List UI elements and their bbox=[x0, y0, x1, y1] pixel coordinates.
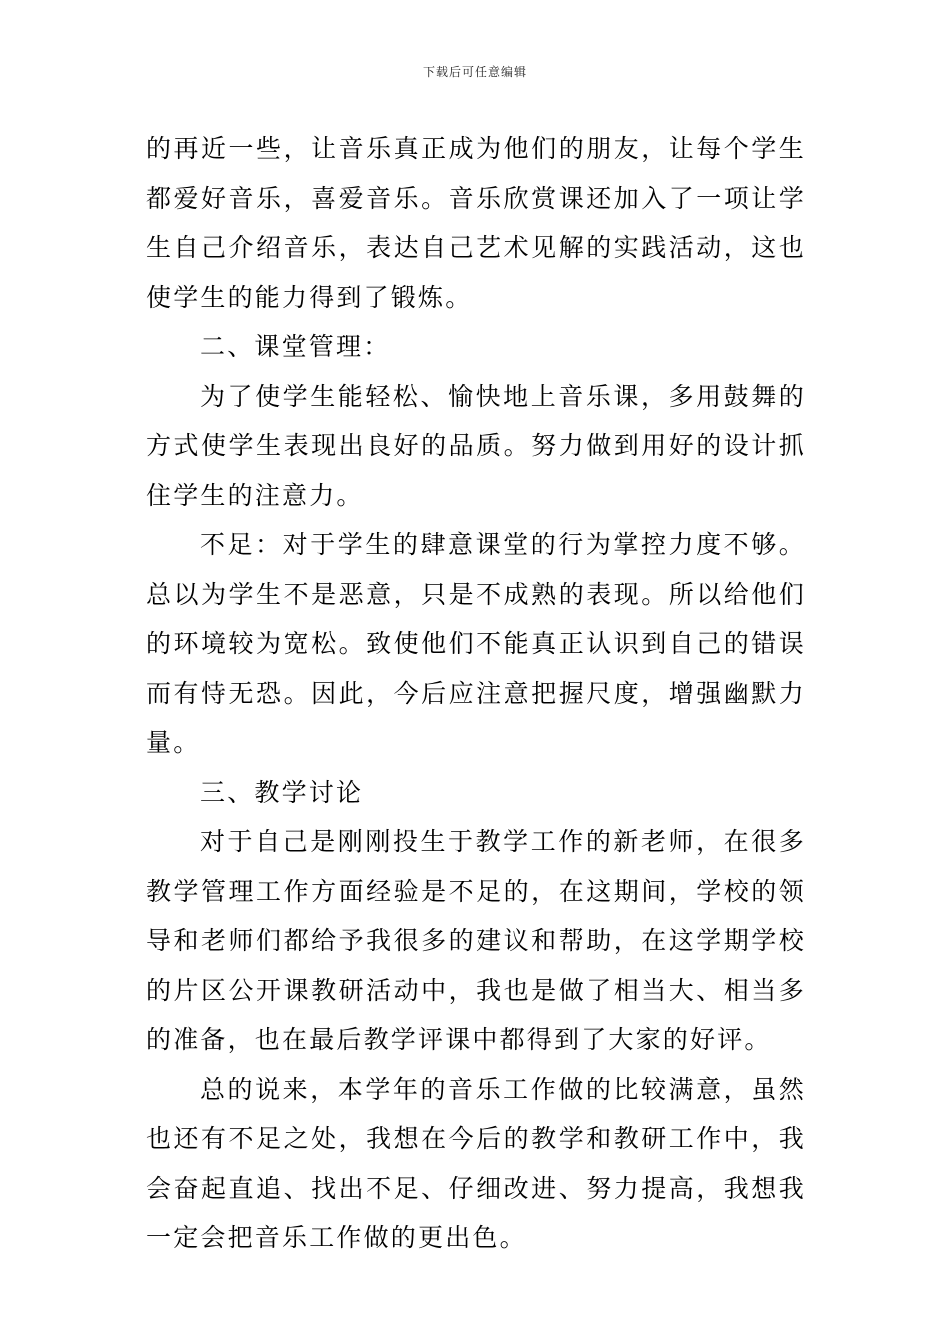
paragraph-shortcomings: 不足：对于学生的肆意课堂的行为掌控力度不够。总以为学生不是恶意，只是不成熟的表现。所以给他们的环境较为宽松。致使他们不能真正认识到自己的错误而有恃无恐。因此，今后应注意把握尺度，增强幽默力量。 bbox=[146, 530, 806, 757]
paragraph-classroom-management: 为了使学生能轻松、愉快地上音乐课，多用鼓舞的方式使学生表现出良好的品质。努力做到用好的设计抓住学生的注意力。 bbox=[146, 381, 806, 510]
header-note: 下载后可任意编辑 bbox=[422, 65, 527, 79]
paragraph-summary: 总的说来，本学年的音乐工作做的比较满意，虽然也还有不足之处，我想在今后的教学和教研工作中，我会奋起直追、找出不足、仔细改进、努力提高，我想我一定会把音乐工作做的更出色。 bbox=[146, 1074, 806, 1252]
document-body bbox=[146, 124, 806, 1263]
paragraph-continuation: 的再近一些，让音乐真正成为他们的朋友，让每个学生都爱好音乐，喜爱音乐。音乐欣赏课还加入了一项让学生自己介绍音乐，表达自己艺术见解的实践活动，这也使学生的能力得到了锻炼。 bbox=[146, 134, 806, 312]
paragraph-teaching-discussion: 对于自己是刚刚投生于教学工作的新老师，在很多教学管理工作方面经验是不足的，在这期间，学校的领导和老师们都给予我很多的建议和帮助，在这学期学校的片区公开课教研活动中，我也是做了相当大、相当多的准备，也在最后教学评课中都得到了大家的好评。 bbox=[146, 827, 806, 1054]
section-heading-classroom-management: 二、课堂管理： bbox=[200, 332, 391, 361]
section-heading-teaching-discussion: 三、教学讨论 bbox=[200, 777, 364, 807]
